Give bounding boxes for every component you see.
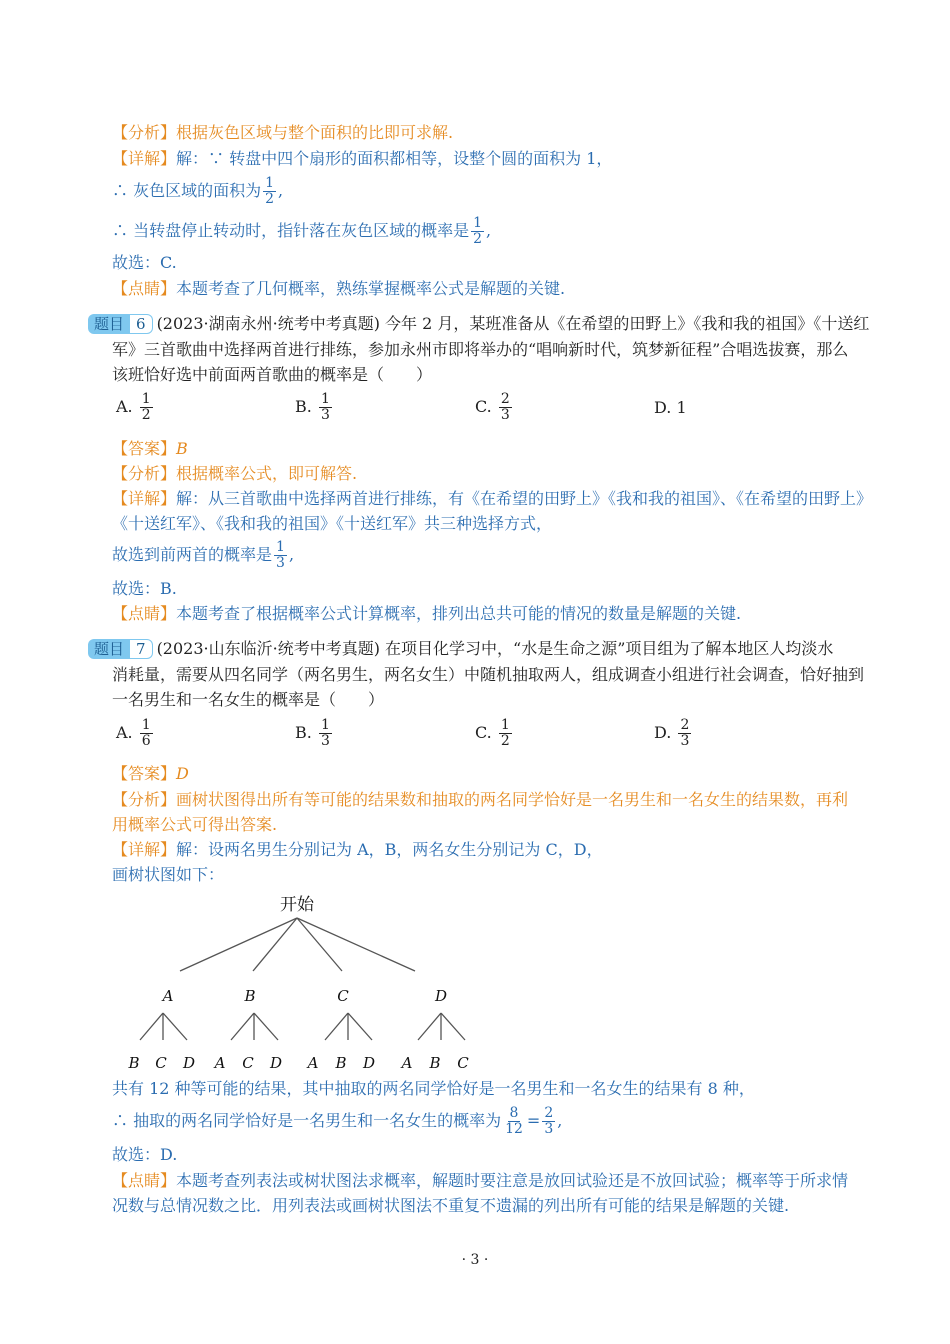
tree-diagram: [112, 885, 492, 1075]
q7-line-3: 一名男生和一名女生的概率是（ ）: [112, 690, 385, 709]
q6-answer: 【答案】B: [112, 439, 188, 458]
tree-leaf: C: [457, 1054, 469, 1072]
tree-edges-level2: [140, 1013, 465, 1040]
tree-leaf: C: [155, 1054, 167, 1072]
q7-option-c: C. $\frac{1}{2}$: [475, 717, 510, 749]
q6-option-d: D. 1: [654, 398, 687, 417]
q7-result-1: 共有 12 种等可能的结果，其中抽取的两名同学恰好是一名男生和一名女生的结果有 8 种，: [112, 1079, 755, 1098]
fraction: $\frac{1}{3}$: [276, 539, 285, 571]
tree-node: A: [162, 987, 174, 1005]
tree-leaf: D: [362, 1054, 376, 1072]
tree-level2: [127, 1054, 469, 1072]
q6-line-3: 该班恰好选中前面两首歌曲的概率是（ ）: [112, 365, 433, 384]
tree-leaf: B: [429, 1054, 441, 1072]
tree-leaf: A: [307, 1054, 319, 1072]
tree-node: B: [244, 987, 256, 1005]
tree-root: 开始: [280, 895, 314, 915]
q6-choice: 故选：B.: [112, 579, 177, 598]
q7-analysis-2: 用概率公式可得出答案.: [112, 815, 278, 834]
prev-detail-1: 【详解】解：∵ 转盘中四个扇形的面积都相等，设整个圆的面积为 1，: [112, 149, 613, 168]
q6-option-b: B. $\frac{1}{3}$: [295, 391, 330, 423]
q7-answer: 【答案】D: [112, 764, 189, 783]
q6-detail-3: 故选到前两首的概率是 $\frac{1}{3}$ ,: [112, 539, 295, 571]
prev-detail-2: ∴ 灰色区域的面积为 $\frac{1}{2}$ ,: [112, 175, 284, 207]
q7-analysis-1: 【分析】画树状图得出所有等可能的结果数和抽取的两名同学恰好是一名男生和一名女生的结果数，再利: [112, 790, 849, 809]
tree-leaf: B: [335, 1054, 347, 1072]
fraction: $\frac{8}{12}$: [505, 1105, 523, 1137]
fraction: $\frac{1}{2}$: [265, 175, 275, 207]
q7-detail-2: 画树状图如下：: [112, 865, 225, 884]
prev-analysis: 【分析】根据灰色区域与整个面积的比即可求解.: [112, 123, 454, 142]
question-label: 题目: [88, 314, 130, 334]
tree-node: C: [337, 987, 349, 1005]
prev-detail-3: ∴ 当转盘停止转动时，指针落在灰色区域的概率是 $\frac{1}{2}$ ,: [112, 215, 492, 247]
q7-option-d: D. $\frac{2}{3}$: [654, 717, 690, 749]
tree-leaf: D: [182, 1054, 196, 1072]
q7-result-2: ∴ 抽取的两名同学恰好是一名男生和一名女生的概率为 $\frac{8}{12}$ = $\frac{2}{3}$ ,: [112, 1105, 563, 1137]
question-label: 题目: [88, 639, 130, 659]
q7-choice: 故选：D.: [112, 1145, 178, 1164]
q6-option-c: C. $\frac{2}{3}$: [475, 391, 510, 423]
tree-edges-level1: [180, 918, 415, 971]
q6-line-2: 军》三首歌曲中选择两首进行排练，参加永州市即将举办的“唱响新时代，筑梦新征程”合唱选拔赛，那么: [112, 340, 849, 359]
q6-analysis: 【分析】根据概率公式，即可解答.: [112, 464, 358, 483]
prev-comment: 【点睛】本题考查了几何概率，熟练掌握概率公式是解题的关键.: [112, 279, 566, 298]
question-number: 6: [130, 314, 153, 334]
q7-detail-1: 【详解】解：设两名男生分别记为 A，B，两名女生分别记为 C，D，: [112, 840, 603, 859]
prev-choice: 故选：C.: [112, 253, 177, 272]
q6-option-a: A. $\frac{1}{2}$: [116, 391, 151, 423]
q7-line-2: 消耗量，需要从四名同学（两名男生，两名女生）中随机抽取两人，组成调查小组进行社会调查，恰好抽到: [112, 665, 865, 684]
q7-header: 题目 7 (2023·山东临沂·统考中考真题) 在项目化学习中，“水是生命之源”项目组为了解本地区人均淡水: [88, 636, 854, 662]
q6-detail-2: 《十送红军》、《我和我的祖国》《十送红军》共三种选择方式，: [112, 514, 553, 533]
q6-comment: 【点睛】本题考查了根据概率公式计算概率，排列出总共可能的情况的数量是解题的关键.: [112, 604, 742, 623]
q7-comment-1: 【点睛】本题考查列表法或树状图法求概率，解题时要注意是放回试验还是不放回试验；概率等于所求情: [112, 1171, 849, 1190]
tree-leaf: D: [269, 1054, 283, 1072]
tree-level1: [161, 987, 447, 1005]
fraction: $\frac{1}{2}$: [473, 215, 483, 247]
page-number: · 3 ·: [461, 1252, 489, 1268]
tree-node: D: [434, 987, 448, 1005]
q7-option-a: A. $\frac{1}{6}$: [116, 717, 151, 749]
tree-leaf: C: [242, 1054, 254, 1072]
question-number: 7: [130, 639, 153, 659]
q7-option-b: B. $\frac{1}{3}$: [295, 717, 330, 749]
q7-comment-2: 况数与总情况数之比．用列表法或画树状图法不重复不遗漏的列出所有可能的结果是解题的关键.: [112, 1196, 790, 1215]
fraction: $\frac{2}{3}$: [544, 1105, 554, 1137]
tree-leaf: A: [401, 1054, 413, 1072]
q6-detail-1: 【详解】解：从三首歌曲中选择两首进行排练，有《在希望的田野上》《我和我的祖国》、《在希望的田野上》: [112, 489, 873, 508]
tree-leaf: A: [214, 1054, 226, 1072]
tree-leaf: B: [128, 1054, 140, 1072]
q6-header: 题目 6 (2023·湖南永州·统考中考真题) 今年 2 月，某班准备从《在希望的田野上》《我和我的祖国》《十送红: [88, 311, 854, 337]
